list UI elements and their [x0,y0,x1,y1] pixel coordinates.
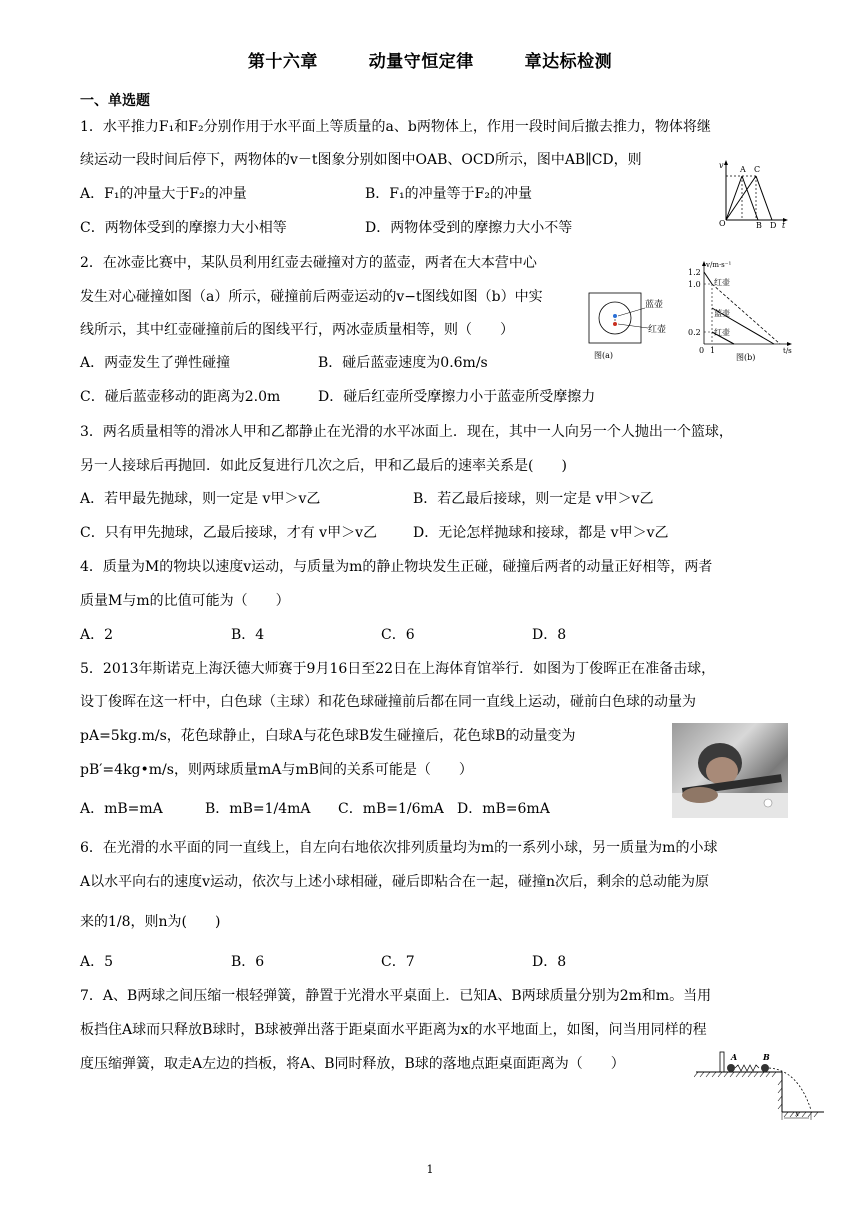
q2-line3: 线所示，其中红壶碰撞前后的图线平行，两冰壶质量相等，则（ ） [80,322,514,338]
title-chapter: 第十六章 [247,52,318,72]
q3-line1: 3．两名质量相等的滑冰人甲和乙都静止在光滑的水平冰面上．现在，其中一人向另一个人抛出一个篮球， [80,424,733,440]
q2-figure-b-vt-graph [684,258,796,362]
q1-fig-t-label: t [782,221,786,228]
q7-line2: 板挡住A球而只释放B球时，B球被弹出落于距桌面水平距离为x的水平地面上，如图，问当用同样的程 [80,1022,707,1038]
q4-line2: 质量M与m的比值可能为（ ） [80,593,290,609]
q3-line2: 另一人接球后再抛回．如此反复进行几次之后，甲和乙最后的速率关系是( ) [80,458,567,474]
q4-line1: 4．质量为M的物块以速度v运动，与质量为m的静止物块发生正碰，碰撞后两者的动量正好相等，两者 [80,559,713,575]
q6-option-a: A．5 [80,954,114,970]
page-title [0,47,860,72]
q1-option-a: A．F₁的冲量大于F₂的冲量 [80,186,247,202]
q7-line3: 度压缩弹簧，取走A左边的挡板，将A、B同时释放，B球的落地点距桌面距离为（ ） [80,1056,625,1072]
q2-figb-tick-10: 1.0 [688,280,701,289]
q4-option-c: C．6 [381,627,415,643]
q2-figa-blue-label: 蓝壶 [645,300,664,310]
q5-option-d: D．mB=6mA [457,801,550,817]
q4-option-d: D．8 [532,627,567,643]
q2-line2: 发生对心碰撞如图（a）所示，碰撞前后两壶运动的v−t图线如图（b）中实 [80,289,543,305]
q2-option-c: C．碰后蓝壶移动的距离为2.0m [80,389,281,405]
red-curling-stone [613,322,617,326]
q6-option-b: B．6 [231,954,265,970]
q6-option-c: C．7 [381,954,415,970]
q2-figb-red-label-1: 红壶 [714,278,730,287]
q2-figa-caption: 图(a) [594,351,614,360]
page-number: 1 [426,1163,434,1176]
ball-a [727,1064,735,1072]
q1-fig-a-label: A [740,165,746,174]
title-test: 章达标检测 [524,52,613,72]
q2-option-a: A．两壶发生了弹性碰撞 [80,355,231,371]
q5-line1: 5．2013年斯诺克上海沃德大师赛于9月16日至22日在上海体育馆举行．如图为丁俊晖正在准备击球， [80,661,716,677]
q5-option-c: C．mB=1/6mA [338,801,444,817]
q1-option-c: C．两物体受到的摩擦力大小相等 [80,220,287,236]
q2-option-b: B．碰后蓝壶速度为0.6m/s [318,355,488,371]
q3-option-d: D．无论怎样抛球和接球，都是 v甲＞v乙 [413,525,669,541]
q5-line2: 设丁俊晖在这一杆中，白色球（主球）和花色球碰撞前后都在同一直线上运动，碰前白色球的动量为 [80,694,696,710]
q3-option-a: A．若甲最先抛球，则一定是 v甲＞v乙 [80,491,321,507]
q1-fig-b-label: B [756,221,762,228]
q2-figb-caption: 图(b) [736,353,756,362]
q1-fig-v-label: v [719,161,724,170]
q2-figure-a [588,291,680,361]
q5-option-b: B．mB=1/4mA [205,801,311,817]
q4-option-a: A．2 [80,627,114,643]
q2-figb-tick-02: 0.2 [688,328,701,337]
q2-option-d: D．碰后红壶所受摩擦力小于蓝壶所受摩擦力 [318,389,596,405]
q2-figb-blue-label: 蓝壶 [714,309,730,318]
compressed-spring [735,1065,759,1071]
q1-option-b: B．F₁的冲量等于F₂的冲量 [365,186,532,202]
q6-line2: A以水平向右的速度v运动，依次与上述小球相碰，碰后即粘合在一起，碰撞n次后，剩余的总动能为原 [80,874,710,890]
q2-figb-ylabel: v/m·s⁻¹ [706,261,732,269]
ball-b [761,1064,769,1072]
q2-figb-xlabel: t/s [783,347,792,355]
q6-line1: 6．在光滑的水平面的同一直线上，自左向右地依次排列质量均为m的一系列小球，另一质量为m的小球 [80,840,718,856]
q3-option-c: C．只有甲先抛球，乙最后接球，才有 v甲＞v乙 [80,525,377,541]
q7-line1: 7．A、B两球之间压缩一根轻弹簧，静置于光滑水平桌面上．已知A、B两球质量分别为2m和m。当用 [80,988,712,1004]
q6-line3: 来的1/8，则n为( ) [80,914,221,930]
q5-line3: pA=5kg.m/s，花色球静止，白球A与花色球B发生碰撞后，花色球B的动量变为 [80,728,576,744]
q7-fig-a-label: A [731,1052,738,1062]
q4-option-b: B．4 [231,627,265,643]
section-heading: 一、单选题 [80,93,150,109]
q7-spring-table-figure [694,1046,826,1122]
q1-fig-d-label: D [770,221,777,228]
q2-figb-tick-12: 1.2 [688,268,701,277]
q1-option-d: D．两物体受到的摩擦力大小不等 [365,220,573,236]
title-topic: 动量守恒定律 [368,52,474,72]
q2-figb-red-label-2: 红壶 [714,328,730,337]
q7-fig-b-label: B [763,1052,770,1062]
q1-line2: 续运动一段时间后停下，两物体的v－t图象分别如图中OAB、OCD所示，图中AB∥CD，则 [80,152,642,168]
q1-fig-c-label: C [754,165,761,174]
q3-option-b: B．若乙最后接球，则一定是 v甲＞v乙 [413,491,654,507]
q6-option-d: D．8 [532,954,567,970]
q2-figb-x1: 1 [710,346,716,355]
q1-vt-graph [716,158,788,228]
q7-fig-x-label: x [795,1110,799,1118]
blue-curling-stone [613,314,617,318]
q5-option-a: A．mB=mA [80,801,163,817]
snooker-player-photo [672,723,788,818]
q2-figa-red-label: 红壶 [648,325,667,335]
q1-fig-o-label: O [719,219,726,228]
q2-figb-x0: 0 [699,346,705,355]
q2-line1: 2．在冰壶比赛中，某队员利用红壶去碰撞对方的蓝壶，两者在大本营中心 [80,255,537,271]
q1-line1: 1．水平推力F₁和F₂分别作用于水平面上等质量的a、b两物体上，作用一段时间后撤去推力，物体将继 [80,119,711,135]
q5-line4: pB′=4kg•m/s，则两球质量mA与mB间的关系可能是（ ） [80,762,473,778]
